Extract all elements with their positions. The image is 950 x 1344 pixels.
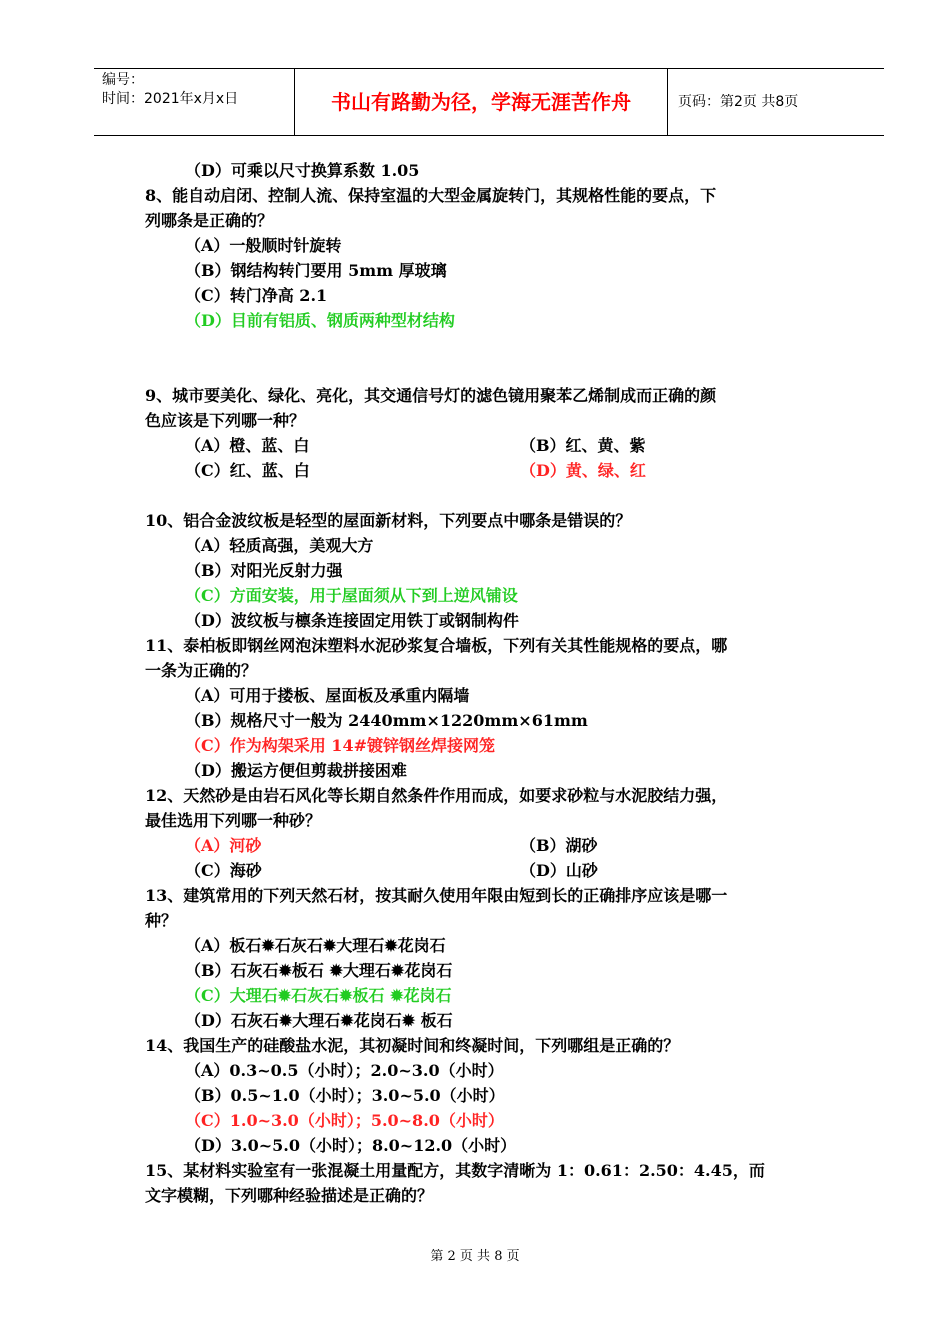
question-9-text: 9、城市要美化、绿化、亮化，其交通信号灯的滤色镜用聚苯乙烯制成而正确的颜 bbox=[145, 386, 717, 405]
q14-option-b: （B）0.5~1.0（小时）；3.0~5.0（小时） bbox=[185, 1086, 505, 1105]
question-12-text: 12、天然砂是由岩石风化等长期自然条件作用而成，如要求砂粒与水泥胶结力强， bbox=[145, 786, 728, 805]
blank-space bbox=[145, 483, 835, 508]
q14-option-a: （A）0.3~0.5（小时）；2.0~3.0（小时） bbox=[185, 1061, 504, 1080]
option-line: （D）可乘以尺寸换算系数 1.05 bbox=[185, 161, 420, 180]
question-10-text: 10、铝合金波纹板是轻型的屋面新材料，下列要点中哪条是错误的？ bbox=[145, 511, 632, 530]
header-motto: 书山有路勤为径，学海无涯苦作舟 bbox=[295, 69, 668, 135]
q9-option-b: （B）红、黄、紫 bbox=[520, 436, 646, 455]
q12-options-row-1 bbox=[145, 833, 835, 858]
q10-option-a: （A）轻质高强，美观大方 bbox=[185, 536, 374, 555]
q14-option-d: （D）3.0~5.0（小时）；8.0~12.0（小时） bbox=[185, 1136, 517, 1155]
page-header bbox=[94, 68, 884, 136]
q12-option-d: （D）山砂 bbox=[520, 861, 598, 880]
page-footer: 第 2 页 共 8 页 bbox=[430, 1249, 520, 1264]
question-13-text-cont: 种？ bbox=[145, 911, 178, 930]
q11-option-d: （D）搬运方便但剪裁拼接困难 bbox=[185, 761, 407, 780]
q13-option-b: （B）石灰石✹板石 ✹大理石✹花岗石 bbox=[185, 961, 453, 980]
q9-option-d-answer: （D）黄、绿、红 bbox=[520, 461, 646, 480]
q9-option-c: （C）红、蓝、白 bbox=[185, 461, 310, 480]
question-8-text-cont: 列哪条是正确的？ bbox=[145, 211, 274, 230]
q8-option-b: （B）钢结构转门要用 5mm 厚玻璃 bbox=[185, 261, 447, 280]
q8-option-a: （A）一般顺时针旋转 bbox=[185, 236, 342, 255]
q9-options-row-2 bbox=[145, 458, 835, 483]
q8-option-c: （C）转门净高 2.1 bbox=[185, 286, 328, 305]
blank-space bbox=[145, 333, 835, 383]
q10-option-b: （B）对阳光反射力强 bbox=[185, 561, 343, 580]
q13-option-c-answer: （C）大理石✹石灰石✹板石 ✹花岗石 bbox=[185, 986, 452, 1005]
q12-options-row-2 bbox=[145, 858, 835, 883]
q13-option-d: （D）石灰石✹大理石✹花岗石✹ 板石 bbox=[185, 1011, 453, 1030]
number-label: 编号： bbox=[102, 72, 144, 88]
question-11-text-cont: 一条为正确的？ bbox=[145, 661, 258, 680]
header-page-number: 页码：第2页 共8页 bbox=[678, 94, 799, 110]
q9-option-a: （A）橙、蓝、白 bbox=[185, 436, 310, 455]
time-label: 时间：2021年x月x日 bbox=[102, 91, 239, 107]
q12-option-c: （C）海砂 bbox=[185, 861, 262, 880]
question-15-text: 15、某材料实验室有一张混凝土用量配方，其数字清晰为 1：0.61：2.50：4.45，而 bbox=[145, 1161, 765, 1180]
q13-option-a: （A）板石✹石灰石✹大理石✹花岗石 bbox=[185, 936, 446, 955]
q14-option-c-answer: （C）1.0~3.0（小时）；5.0~8.0（小时） bbox=[185, 1111, 504, 1130]
question-12-text-cont: 最佳选用下列哪一种砂？ bbox=[145, 811, 322, 830]
q11-option-a: （A）可用于搂板、屋面板及承重内隔墙 bbox=[185, 686, 470, 705]
q11-option-b: （B）规格尺寸一般为 2440mm×1220mm×61mm bbox=[185, 711, 588, 730]
q10-option-d: （D）波纹板与檩条连接固定用铁丁或钢制构件 bbox=[185, 611, 519, 630]
q11-option-c-answer: （C）作为构架采用 14#镀锌钢丝焊接网笼 bbox=[185, 736, 495, 755]
q10-option-c-answer: （C）方面安装，用于屋面须从下到上逆风铺设 bbox=[185, 586, 518, 605]
question-11-text: 11、泰柏板即钢丝网泡沫塑料水泥砂浆复合墙板，下列有关其性能规格的要点，哪 bbox=[145, 636, 728, 655]
q12-option-b: （B）湖砂 bbox=[520, 836, 598, 855]
question-14-text: 14、我国生产的硅酸盐水泥，其初凝时间和终凝时间，下列哪组是正确的？ bbox=[145, 1036, 680, 1055]
q8-option-d-answer: （D）目前有铝质、钢质两种型材结构 bbox=[185, 311, 455, 330]
question-15-text-cont: 文字模糊，下列哪种经验描述是正确的？ bbox=[145, 1186, 434, 1205]
question-9-text-cont: 色应该是下列哪一种？ bbox=[145, 411, 306, 430]
header-meta bbox=[94, 69, 295, 135]
question-13-text: 13、建筑常用的下列天然石材，按其耐久使用年限由短到长的正确排序应该是哪一 bbox=[145, 886, 728, 905]
document-body bbox=[145, 158, 835, 1208]
q12-option-a-answer: （A）河砂 bbox=[185, 836, 262, 855]
q9-options-row-1 bbox=[145, 433, 835, 458]
question-8-text: 8、能自动启闭、控制人流、保持室温的大型金属旋转门，其规格性能的要点，下 bbox=[145, 186, 717, 205]
